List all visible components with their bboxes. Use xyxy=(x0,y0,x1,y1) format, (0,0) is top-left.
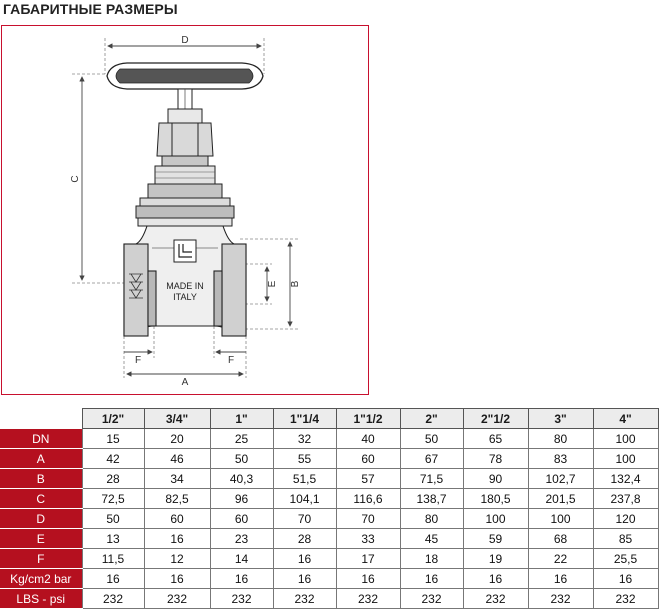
table-cell: 60 xyxy=(144,509,210,529)
handwheel xyxy=(107,63,263,109)
table-cell: 138,7 xyxy=(400,489,463,509)
table-cell: 100 xyxy=(528,509,593,529)
table-cell: 14 xyxy=(210,549,273,569)
size-header: 1/2" xyxy=(82,409,144,429)
table-cell: 80 xyxy=(400,509,463,529)
table-cell: 16 xyxy=(144,569,210,589)
table-cell: 22 xyxy=(528,549,593,569)
table-row xyxy=(0,569,658,589)
table-cell: 13 xyxy=(82,529,144,549)
row-label: E xyxy=(0,529,82,549)
table-cell: 16 xyxy=(82,569,144,589)
table-cell: 70 xyxy=(336,509,400,529)
table-cell: 71,5 xyxy=(400,469,463,489)
table-cell: 102,7 xyxy=(528,469,593,489)
table-cell: 16 xyxy=(210,569,273,589)
table-cell: 120 xyxy=(593,509,658,529)
table-row xyxy=(0,549,658,569)
page-title: ГАБАРИТНЫЕ РАЗМЕРЫ xyxy=(3,1,178,17)
size-header: 1"1/4 xyxy=(273,409,336,429)
table-cell: 68 xyxy=(528,529,593,549)
bonnet xyxy=(136,184,234,226)
table-cell: 232 xyxy=(144,589,210,609)
table-row xyxy=(0,529,658,549)
table-cell: 70 xyxy=(273,509,336,529)
table-cell: 60 xyxy=(210,509,273,529)
table-cell: 16 xyxy=(528,569,593,589)
table-cell: 232 xyxy=(210,589,273,609)
row-label: LBS - psi xyxy=(0,589,82,609)
table-cell: 16 xyxy=(336,569,400,589)
table-row xyxy=(0,449,658,469)
table-cell: 78 xyxy=(463,449,528,469)
size-header: 2"1/2 xyxy=(463,409,528,429)
table-cell: 45 xyxy=(400,529,463,549)
table-cell: 16 xyxy=(463,569,528,589)
table-cell: 232 xyxy=(82,589,144,609)
marking-made-in: MADE IN xyxy=(166,281,204,291)
packing-nut xyxy=(155,109,215,184)
table-cell: 25,5 xyxy=(593,549,658,569)
table-cell: 82,5 xyxy=(144,489,210,509)
table-cell: 12 xyxy=(144,549,210,569)
table-cell: 20 xyxy=(144,429,210,449)
table-cell: 16 xyxy=(273,569,336,589)
table-cell: 33 xyxy=(336,529,400,549)
dimensions-table xyxy=(0,408,659,609)
row-label: A xyxy=(0,449,82,469)
table-cell: 46 xyxy=(144,449,210,469)
table-row xyxy=(0,509,658,529)
row-label: C xyxy=(0,489,82,509)
size-header: 1"1/2 xyxy=(336,409,400,429)
table-cell: 83 xyxy=(528,449,593,469)
table-row xyxy=(0,489,658,509)
table-cell: 104,1 xyxy=(273,489,336,509)
dim-label-f-left: F xyxy=(134,355,142,366)
table-row xyxy=(0,589,658,609)
table-cell: 85 xyxy=(593,529,658,549)
table-cell: 18 xyxy=(400,549,463,569)
dim-label-f-right: F xyxy=(227,355,235,366)
table-cell: 59 xyxy=(463,529,528,549)
size-header: 3" xyxy=(528,409,593,429)
table-cell: 23 xyxy=(210,529,273,549)
table-cell: 55 xyxy=(273,449,336,469)
table-cell: 100 xyxy=(593,449,658,469)
dim-label-c: C xyxy=(70,175,81,183)
table-cell: 232 xyxy=(273,589,336,609)
table-cell: 90 xyxy=(463,469,528,489)
table-cell: 180,5 xyxy=(463,489,528,509)
marking-italy: ITALY xyxy=(173,292,197,302)
table-cell: 60 xyxy=(336,449,400,469)
table-cell: 80 xyxy=(528,429,593,449)
size-header: 1" xyxy=(210,409,273,429)
table-cell: 232 xyxy=(528,589,593,609)
table-cell: 32 xyxy=(273,429,336,449)
table-cell: 132,4 xyxy=(593,469,658,489)
table-cell: 232 xyxy=(593,589,658,609)
dim-label-e: E xyxy=(267,280,278,288)
table-cell: 40,3 xyxy=(210,469,273,489)
dim-label-b: B xyxy=(290,280,301,288)
dim-label-d: D xyxy=(181,35,189,46)
table-cell: 50 xyxy=(82,509,144,529)
table-cell: 100 xyxy=(463,509,528,529)
table-cell: 232 xyxy=(400,589,463,609)
table-cell: 72,5 xyxy=(82,489,144,509)
row-label: Kg/cm2 bar xyxy=(0,569,82,589)
table-cell: 16 xyxy=(400,569,463,589)
table-cell: 67 xyxy=(400,449,463,469)
table-cell: 15 xyxy=(82,429,144,449)
table-cell: 34 xyxy=(144,469,210,489)
table-cell: 237,8 xyxy=(593,489,658,509)
row-label: B xyxy=(0,469,82,489)
size-header-row xyxy=(0,409,658,429)
table-cell: 11,5 xyxy=(82,549,144,569)
gate-valve-drawing xyxy=(2,26,368,394)
table-cell: 100 xyxy=(593,429,658,449)
size-header: 3/4" xyxy=(144,409,210,429)
dim-label-a: A xyxy=(181,377,189,388)
table-cell: 25 xyxy=(210,429,273,449)
size-header: 2" xyxy=(400,409,463,429)
table-cell: 28 xyxy=(273,529,336,549)
size-header: 4" xyxy=(593,409,658,429)
table-cell: 17 xyxy=(336,549,400,569)
table-corner xyxy=(0,409,82,429)
table-cell: 16 xyxy=(593,569,658,589)
table-cell: 57 xyxy=(336,469,400,489)
table-cell: 232 xyxy=(336,589,400,609)
row-label: F xyxy=(0,549,82,569)
table-cell: 201,5 xyxy=(528,489,593,509)
table-cell: 50 xyxy=(400,429,463,449)
table-cell: 19 xyxy=(463,549,528,569)
table-cell: 16 xyxy=(273,549,336,569)
table-cell: 50 xyxy=(210,449,273,469)
table-row xyxy=(0,429,658,449)
table-cell: 232 xyxy=(463,589,528,609)
table-cell: 116,6 xyxy=(336,489,400,509)
row-label: D xyxy=(0,509,82,529)
table-cell: 51,5 xyxy=(273,469,336,489)
table-cell: 16 xyxy=(144,529,210,549)
valve-drawing-panel xyxy=(1,25,369,395)
table-cell: 42 xyxy=(82,449,144,469)
table-cell: 96 xyxy=(210,489,273,509)
table-cell: 28 xyxy=(82,469,144,489)
table-cell: 65 xyxy=(463,429,528,449)
row-label: DN xyxy=(0,429,82,449)
table-cell: 40 xyxy=(336,429,400,449)
table-row xyxy=(0,469,658,489)
